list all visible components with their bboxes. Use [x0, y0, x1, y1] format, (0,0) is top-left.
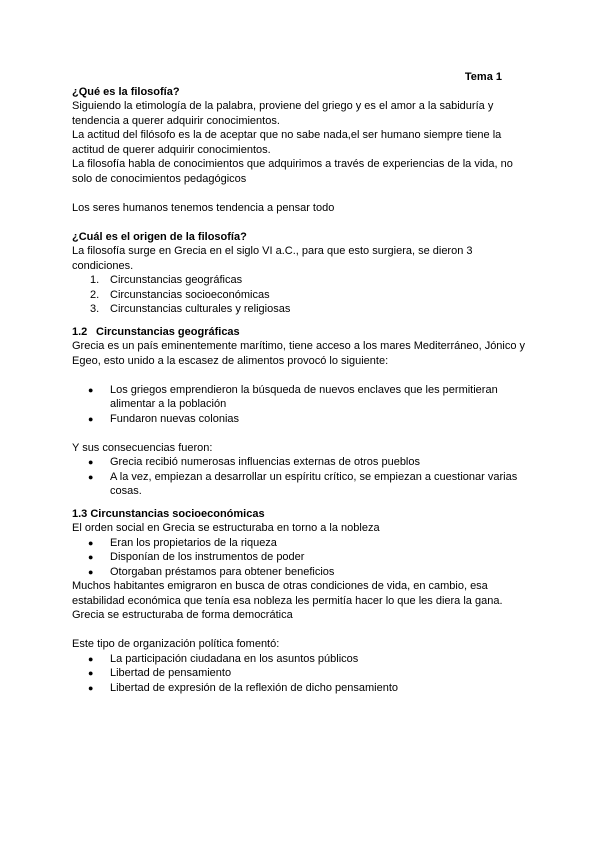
paragraph: Y sus consecuencias fueron:: [72, 441, 213, 454]
numbered-list: [72, 273, 530, 317]
bullet-list: [72, 383, 530, 427]
list-item: ● La participación ciudadana en los asuntos públicos: [88, 652, 359, 665]
bullet-list: [72, 652, 530, 696]
paragraph: El orden social en Grecia se estructuraba en torno a la nobleza: [72, 522, 380, 534]
topic-label: Tema 1: [464, 71, 502, 83]
list-item: ● Los griegos emprendieron la búsqueda de nuevos enclaves que les permitieran alimentar a la población: [88, 383, 498, 410]
section-title-socioeconomic: 1.3 Circunstancias socioeconómicas: [72, 507, 265, 520]
paragraph: La actitud del filósofo es la de aceptar que no sabe nada,el ser humano siempre tiene la actitud de querer adquirir conocimientos.: [72, 129, 502, 156]
list-item: ● Libertad de pensamiento: [88, 667, 232, 679]
paragraph: Este tipo de organización política fomentó:: [72, 638, 280, 650]
section-title-origin: ¿Cuál es el origen de la filosofía?: [72, 230, 247, 243]
list-item: ● Libertad de expresión de la reflexión de dicho pensamiento: [88, 681, 399, 694]
list-item: ● A la vez, empiezan a desarrollar un espíritu crítico, se empiezan a cuestionar varias cosas.: [88, 470, 518, 497]
list-item: 3. Circunstancias culturales y religiosas: [90, 303, 291, 315]
paragraph: Muchos habitantes emigraron en busca de otras condiciones de vida, en cambio, esa estabilidad económica que tenía esa nobleza les permitía hacer lo que les diera la gana. Grecia se estructuraba de forma democrática: [72, 580, 503, 621]
paragraph: Los seres humanos tenemos tendencia a pensar todo: [72, 201, 335, 214]
document-page: [72, 70, 530, 695]
bullet-list: [72, 455, 530, 499]
list-item: ● Disponían de los instrumentos de poder: [88, 551, 305, 563]
list-item: 2. Circunstancias socioeconómicas: [90, 288, 270, 301]
list-item: 1. Circunstancias geográficas: [90, 274, 243, 286]
list-item: ● Eran los propietarios de la riqueza: [88, 536, 277, 549]
list-item: ● Otorgaban préstamos para obtener beneficios: [88, 565, 335, 578]
paragraph: La filosofía habla de conocimientos que adquirimos a través de experiencias de la vida, no solo de conocimientos pedagógicos: [72, 158, 513, 185]
section-title-geographic: 1.2 Circunstancias geográficas: [72, 325, 240, 338]
paragraph: Grecia es un país eminentemente marítimo, tiene acceso a los mares Mediterráneo, Jónico y Egeo, esto unido a la escasez de alimentos provocó lo siguiente:: [72, 340, 526, 367]
paragraph: Siguiendo la etimología de la palabra, proviene del griego y es el amor a la sabiduría y tendencia a querer adquirir conocimientos.: [72, 100, 494, 127]
list-item: ● Grecia recibió numerosas influencias externas de otros pueblos: [88, 456, 420, 468]
section-title-what-is-philosophy: ¿Qué es la filosofía?: [72, 85, 180, 98]
list-item: ● Fundaron nuevas colonias: [88, 412, 240, 425]
paragraph: La filosofía surge en Grecia en el siglo VI a.C., para que esto surgiera, se dieron 3 condiciones.: [72, 245, 473, 272]
bullet-list: [72, 536, 530, 580]
